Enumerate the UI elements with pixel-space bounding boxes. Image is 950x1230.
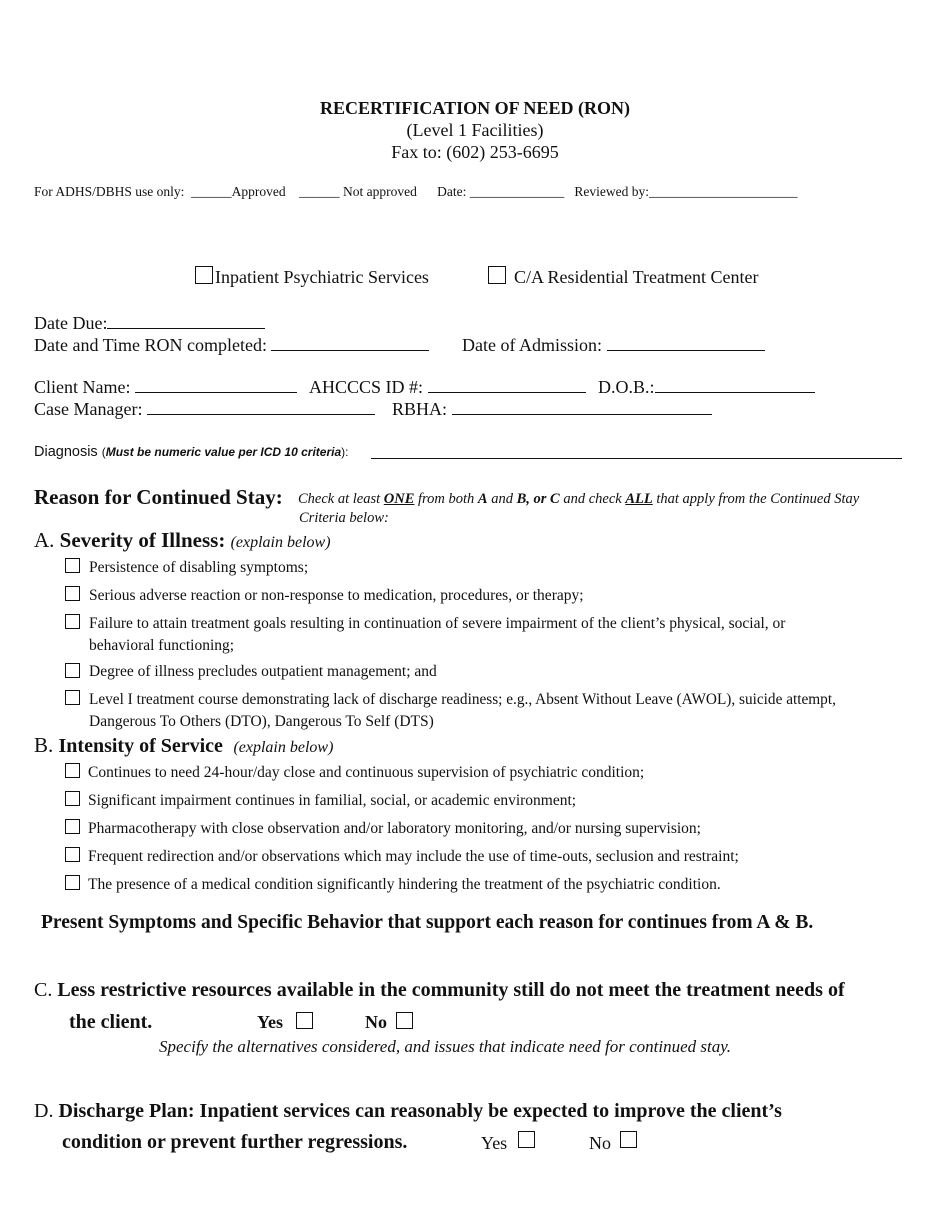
- instr-bc: B, or C: [516, 491, 560, 507]
- section-a-note: (explain below): [230, 534, 331, 551]
- section-a-header: [34, 528, 331, 553]
- a-item-1-label: Persistence of disabling symptoms;: [89, 559, 309, 576]
- section-c-line2: the client.: [69, 1011, 153, 1033]
- section-b-title: Intensity of Service: [58, 735, 223, 757]
- ahcccs-label: AHCCCS ID #:: [309, 377, 424, 397]
- section-c-no-checkbox[interactable]: [396, 1012, 413, 1029]
- date-due-label: Date Due:: [34, 313, 108, 333]
- a-item-5-checkbox[interactable]: [65, 690, 80, 705]
- ron-completed-input[interactable]: [271, 336, 429, 351]
- not-approved-label: Not approved: [343, 184, 417, 199]
- section-c-no-label: No: [365, 1012, 387, 1032]
- section-c-line1: [34, 979, 845, 1002]
- admission-label: Date of Admission:: [462, 335, 602, 355]
- b-item-5-label: The presence of a medical condition significantly hindering the treatment of the psychiatric condition.: [88, 876, 721, 893]
- section-d-line1: [34, 1100, 782, 1123]
- diagnosis-label: Diagnosis: [34, 444, 98, 460]
- date-due-row: [34, 313, 265, 334]
- section-d-no-checkbox[interactable]: [620, 1131, 637, 1148]
- a-item-2-label: Serious adverse reaction or non-response to medication, procedures, or therapy;: [89, 587, 584, 604]
- admission-input[interactable]: [607, 336, 765, 351]
- b-item-2-checkbox[interactable]: [65, 791, 80, 806]
- approved-label: Approved: [231, 184, 286, 199]
- section-c-note: Specify the alternatives considered, and issues that indicate need for continued stay.: [159, 1037, 732, 1056]
- ron-completed-row: [34, 335, 429, 356]
- diagnosis-row: [34, 444, 348, 460]
- section-d-letter: D.: [34, 1100, 54, 1122]
- section-b-letter: B.: [34, 733, 54, 757]
- ahcccs-row: [309, 377, 586, 398]
- form-subtitle: (Level 1 Facilities): [406, 120, 544, 140]
- b-item-2-label: Significant impairment continues in familial, social, or academic environment;: [88, 792, 577, 809]
- ron-completed-label: Date and Time RON completed:: [34, 335, 267, 355]
- section-c-letter: C.: [34, 979, 53, 1001]
- case-manager-row: [34, 399, 375, 420]
- b-item-1-checkbox[interactable]: [65, 763, 80, 778]
- instr-and: and: [491, 491, 513, 507]
- not-approved-blank[interactable]: ______: [299, 184, 340, 199]
- a-item-3-label: Failure to attain treatment goals resulting in continuation of severe impairment of the client’s physical, social, or: [89, 615, 786, 632]
- instr-one: ONE: [383, 491, 415, 507]
- inpatient-label: Inpatient Psychiatric Services: [215, 267, 429, 287]
- a-item-5-label-cont: Dangerous To Others (DTO), Dangerous To Self (DTS): [89, 713, 434, 730]
- dob-label: D.O.B.:: [598, 377, 655, 397]
- reviewed-by-field[interactable]: Reviewed by:______________________: [574, 184, 798, 199]
- case-manager-input[interactable]: [147, 400, 375, 415]
- admin-date-field[interactable]: Date: ______________: [437, 184, 565, 199]
- dob-row: [598, 377, 815, 398]
- instr-text-4: that apply from the Continued Stay: [656, 491, 860, 507]
- inpatient-checkbox[interactable]: [195, 266, 213, 284]
- client-name-row: [34, 377, 297, 398]
- b-item-1-label: Continues to need 24-hour/day close and continuous supervision of psychiatric condition;: [88, 764, 645, 781]
- admin-use-label: For ADHS/DBHS use only:: [34, 184, 185, 199]
- ahcccs-input[interactable]: [428, 378, 586, 393]
- dob-input[interactable]: [655, 378, 815, 393]
- b-item-4-checkbox[interactable]: [65, 847, 80, 862]
- diagnosis-open-paren: (: [101, 445, 106, 459]
- diagnosis-note: Must be numeric value per ICD 10 criteria: [105, 445, 342, 459]
- a-item-3-checkbox[interactable]: [65, 614, 80, 629]
- client-name-label: Client Name:: [34, 377, 131, 397]
- instr-a: A: [477, 491, 488, 507]
- reason-instructions: [298, 491, 859, 508]
- client-name-input[interactable]: [135, 378, 297, 393]
- section-d-yes-checkbox[interactable]: [518, 1131, 535, 1148]
- b-item-4-label: Frequent redirection and/or observations which may include the use of time-outs, seclusion and restraint;: [88, 848, 739, 865]
- section-d-no-label: No: [589, 1133, 611, 1153]
- instr-text-3: and check: [563, 491, 622, 507]
- present-symptoms-heading: Present Symptoms and Specific Behavior that support each reason for continues from A & B.: [41, 912, 814, 933]
- section-b-note: (explain below): [233, 739, 334, 756]
- reason-instructions-line2: Criteria below:: [299, 510, 389, 526]
- section-b-header: [34, 733, 333, 758]
- rbha-input[interactable]: [452, 400, 712, 415]
- instr-text-2: from both: [418, 491, 475, 507]
- a-item-4-label: Degree of illness precludes outpatient management; and: [89, 663, 437, 680]
- section-d-yes-label: Yes: [481, 1133, 508, 1153]
- reason-title: Reason for Continued Stay:: [34, 485, 283, 509]
- section-c-yes-checkbox[interactable]: [296, 1012, 313, 1029]
- fax-number: Fax to: (602) 253-6695: [391, 142, 559, 162]
- section-d-text: Discharge Plan: Inpatient services can reasonably be expected to improve the client’s: [58, 1100, 782, 1122]
- a-item-4-checkbox[interactable]: [65, 663, 80, 678]
- section-a-title: Severity of Illness:: [59, 528, 226, 552]
- admin-use-row: [34, 184, 798, 200]
- section-a-letter: A.: [34, 528, 55, 552]
- case-manager-label: Case Manager:: [34, 399, 143, 419]
- diagnosis-close-paren: ):: [341, 445, 349, 459]
- diagnosis-input[interactable]: [371, 458, 902, 459]
- a-item-5-label: Level I treatment course demonstrating lack of discharge readiness; e.g., Absent Without Leave (AWOL), suicide attempt,: [89, 691, 836, 708]
- rbha-label: RBHA:: [392, 399, 448, 419]
- admission-row: [462, 335, 765, 356]
- date-due-input[interactable]: [107, 314, 265, 329]
- rbha-row: [392, 399, 712, 420]
- b-item-5-checkbox[interactable]: [65, 875, 80, 890]
- form-title: RECERTIFICATION OF NEED (RON): [320, 98, 630, 118]
- a-item-2-checkbox[interactable]: [65, 586, 80, 601]
- section-c-text: Less restrictive resources available in the community still do not meet the treatment needs of: [57, 979, 845, 1001]
- b-item-3-label: Pharmacotherapy with close observation and/or laboratory monitoring, and/or nursing supervision;: [88, 820, 701, 837]
- a-item-3-label-cont: behavioral functioning;: [89, 637, 235, 654]
- section-c-yes-label: Yes: [257, 1012, 283, 1032]
- section-d-line2: condition or prevent further regressions.: [62, 1131, 408, 1153]
- instr-text-1: Check at least: [298, 491, 381, 507]
- residential-label: C/A Residential Treatment Center: [514, 267, 759, 287]
- residential-checkbox[interactable]: [488, 266, 506, 284]
- b-item-3-checkbox[interactable]: [65, 819, 80, 834]
- instr-all: ALL: [625, 491, 653, 507]
- approved-blank[interactable]: ______: [191, 184, 232, 199]
- a-item-1-checkbox[interactable]: [65, 558, 80, 573]
